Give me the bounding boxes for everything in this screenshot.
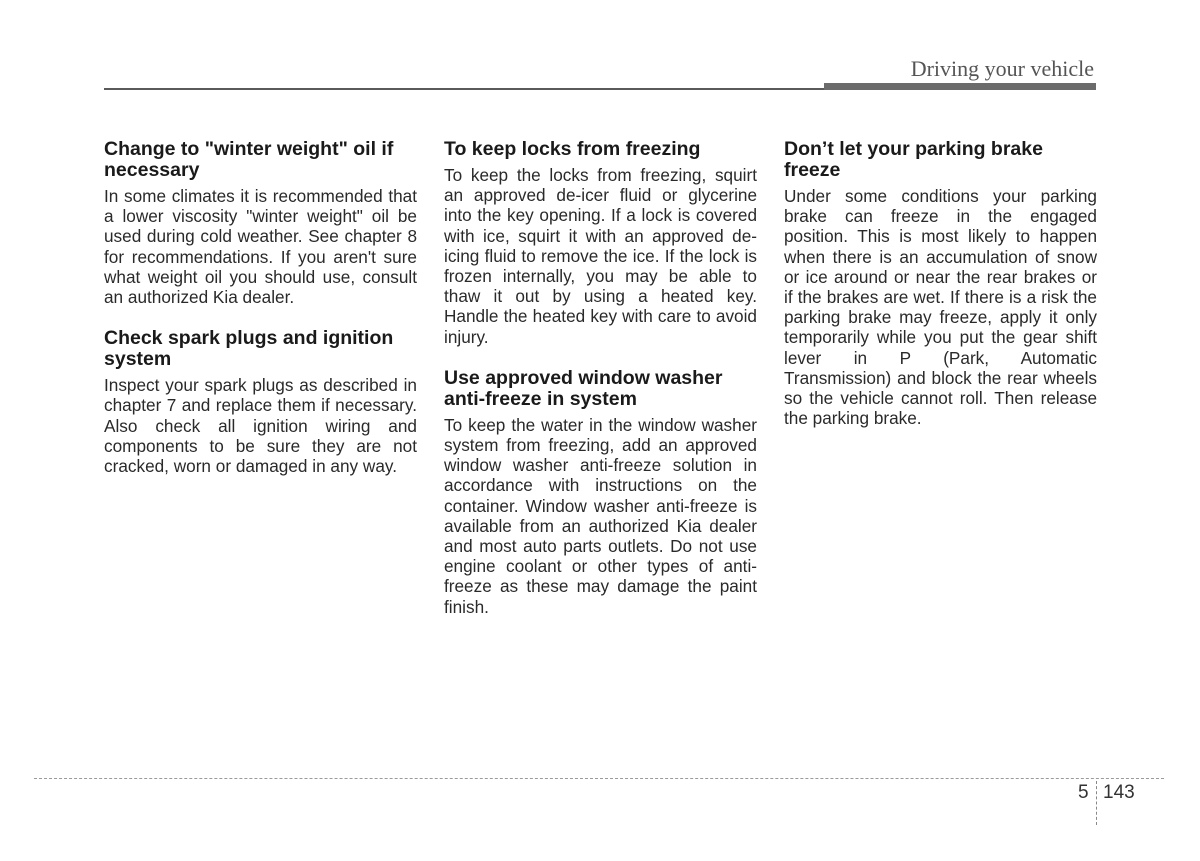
section-heading: Use approved window washer anti-freeze in system <box>444 366 723 410</box>
section-heading: To keep locks from freezing <box>444 138 701 160</box>
section-winter-oil <box>104 139 417 307</box>
section-body: To keep the water in the window washer system from freezing, add an approved window washer anti-freeze solution in accordance with instructions on the container. Window washer anti-freeze is available from an authorized Kia dealer and most auto parts outlets. Do not use engine coolant or other types of anti-freeze as these may damage the paint finish. <box>444 414 757 617</box>
column-left <box>104 139 417 497</box>
header-rule <box>104 88 824 90</box>
footer-rule <box>34 778 1164 779</box>
section-heading: Don’t let your parking brake freeze <box>784 138 1043 181</box>
section-body: To keep the locks from freezing, squirt an approved de-icer fluid or glycerine into the key opening. If a lock is covered with ice, squirt it with an approved de-icing fluid to remove the ice. If the lock is frozen internally, you may be able to thaw it out by using a heated key. Handle the heated key with care to avoid injury. <box>444 165 757 347</box>
header-accent-bar <box>824 83 1096 90</box>
section-body: Under some conditions your parking brake can freeze in the engaged position. This is most likely to happen when there is an accumulation of snow or ice around or near the rear brakes or if the brakes are wet. If there is a risk the parking brake may freeze, apply it only temporarily while you put the gear shift lever in P (Park, Automatic Transmission) and block the rear wheels so the vehicle cannot roll. Then release the parking brake. <box>784 186 1097 429</box>
section-body: In some climates it is recommended that a lower viscosity "winter weight" oil be used during cold weather. See chapter 8 for recommendations. If you aren't sure what weight oil you should use, consult an authorized Kia dealer. <box>104 186 417 308</box>
section-washer-antifreeze <box>444 368 757 617</box>
header-title: Driving your vehicle <box>910 56 1094 81</box>
chapter-number: 5 <box>1078 782 1089 803</box>
page-number: 143 <box>1103 782 1135 803</box>
section-locks-freezing <box>444 139 757 347</box>
page-number-divider <box>1096 781 1097 825</box>
section-spark-plugs <box>104 328 417 476</box>
column-middle <box>444 139 757 638</box>
section-heading: Change to "winter weight" oil if necessary <box>104 138 394 181</box>
column-right <box>784 139 1097 449</box>
section-parking-brake <box>784 139 1097 428</box>
section-body: Inspect your spark plugs as described in chapter 7 and replace them if necessary. Also check all ignition wiring and components to be sure they are not cracked, worn or damaged in any way. <box>104 375 417 477</box>
section-heading: Check spark plugs and ignition system <box>104 327 394 371</box>
